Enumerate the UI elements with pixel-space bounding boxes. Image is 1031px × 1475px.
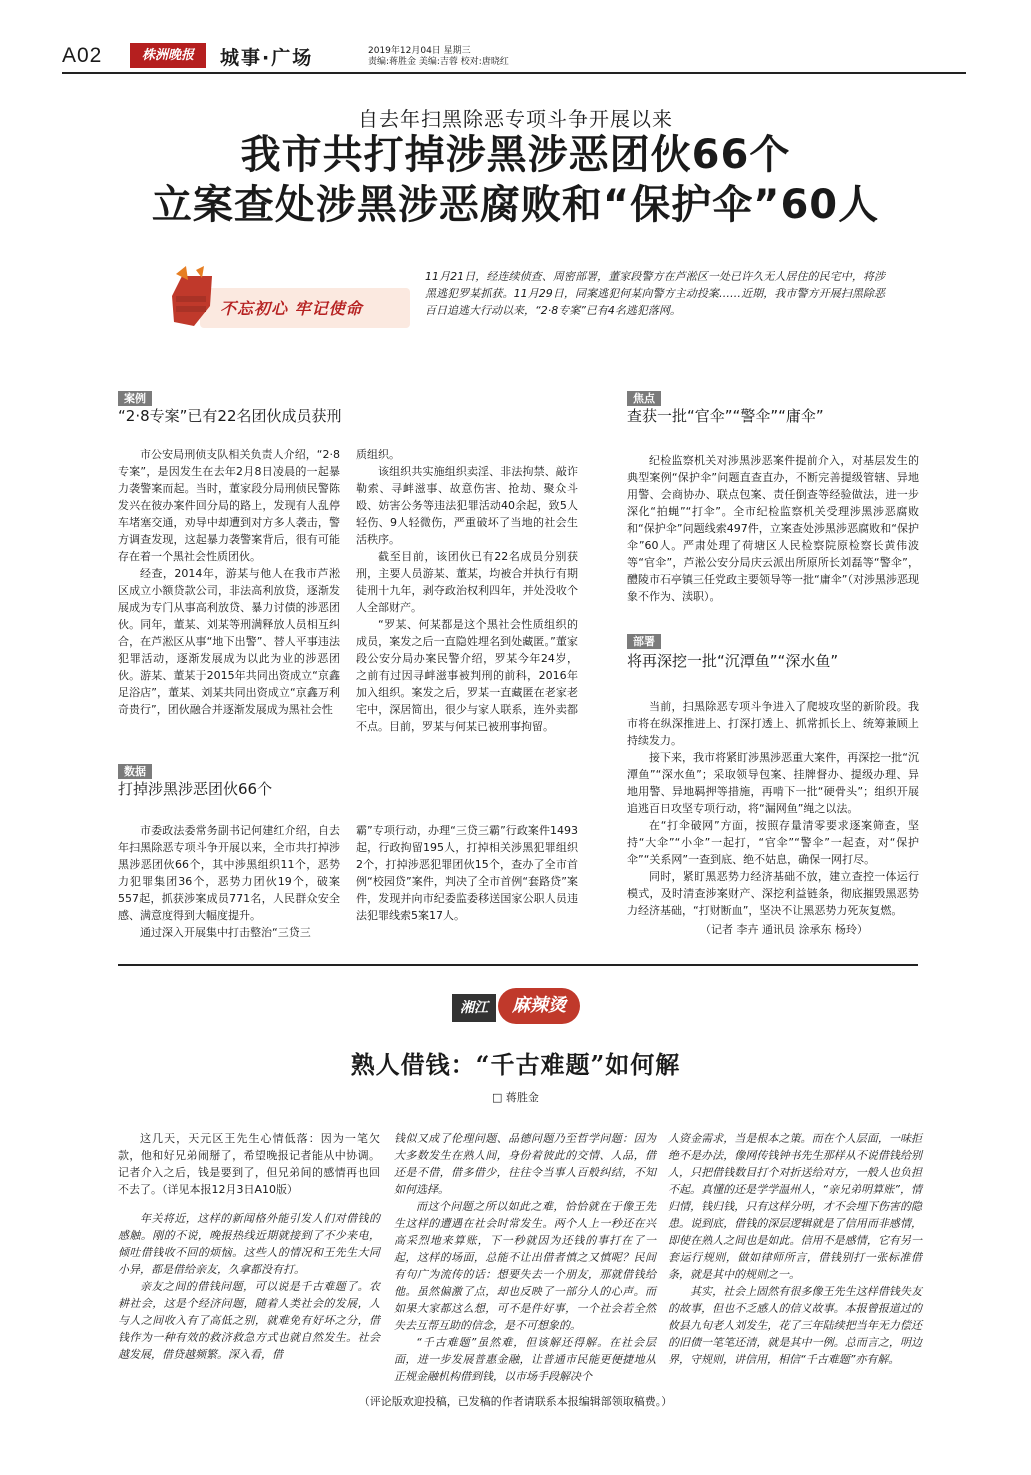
- data-column-1: [118, 822, 340, 941]
- paragraph: 年关将近，这样的新闻格外能引发人们对借钱的感触。刚的不说，晚报热线近期就接到了不少来电，倾吐借钱收不回的烦恼。这些人的情况和王先生大同小异，都是借给亲友，久拿都没有打。: [118, 1212, 380, 1276]
- column-name-2: 麻辣烫: [498, 988, 580, 1024]
- paragraph: 经查，2014年，游某与他人在我市芦淞区成立小额贷款公司，非法高利放贷，逐渐发展成为专门从事高利放贷、暴力讨债的涉恶团伙。同年，董某、刘某等刑满释放人员相互纠合，在芦淞区从事“地下出警”、替人平事违法犯罪活动，逐渐发展成为以此为业的涉恶团伙。游某、董某于2015年共同出资成立“京鑫足浴店”，董某、刘某共同出资成立“京鑫万利奇贵行”，团伙融合并逐渐发展成为黑社会性: [118, 567, 340, 716]
- focus-tag: 焦点: [627, 387, 661, 406]
- paragraph: 接下来，我市将紧盯涉黑涉恶重大案件，再深挖一批“沉潭鱼”“深水鱼”；采取领导包案、挂牌督办、提级办理、异地用警、异地羁押等措施，再啃下一批“硬骨头”；组织开展追逃百日攻坚专项行动，将“漏网鱼”绳之以法。: [627, 751, 919, 815]
- essay-column-1: [118, 1130, 380, 1363]
- page-number: A02: [62, 44, 103, 67]
- paragraph: “罗某、何某都是这个黑社会性质组织的成员，案发之后一直隐姓埋名到处藏匿。”董家段公安分局办案民警介绍，罗某今年24岁，之前有过因寻衅滋事被判刑的前科，2016年加入组织。案发之后，罗某一直藏匿在老家老宅中，深居简出，很少与家人联系，连外卖都不点。目前，罗某与何某已被刑事拘留。: [356, 618, 578, 733]
- paragraph: 这几天，天元区王先生心情低落：因为一笔欠款，他和好兄弟闹掰了，希望晚报记者能从中协调。记者介入之后，钱是要到了，但兄弟间的感情再也回不去了。（详见本报12月3日A10版）: [118, 1132, 380, 1196]
- section-name: 城事·广场: [220, 47, 314, 69]
- paragraph: 截至目前，该团伙已有22名成员分别获刑，主要人员游某、董某，均被合并执行有期徒刑十九年，剥夺政治权利四年，并处没收个人全部财产。: [356, 550, 578, 614]
- case-tag: 案例: [118, 387, 152, 406]
- date-editors: [368, 46, 509, 68]
- case-subhead: “2·8专案”已有22名团伙成员获刑: [118, 407, 342, 425]
- footer-note: （评论版欢迎投稿，已发稿的作者请联系本报编辑部领取稿费。）: [358, 1395, 673, 1408]
- header-rule: [62, 72, 966, 74]
- paragraph: 通过深入开展集中打击整治“三贷三: [140, 926, 311, 939]
- banner-slogan: 不忘初心 牢记使命: [220, 299, 363, 318]
- paragraph: 该组织共实施组织卖淫、非法拘禁、敲诈勒索、寻衅滋事、故意伤害、抢劫、聚众斗殴、妨害公务等违法犯罪活动40余起，致5人轻伤、9人轻微伤，严重破坏了当地的社会生活秩序。: [356, 465, 578, 546]
- section-divider: [118, 964, 918, 966]
- headline: [0, 130, 1031, 230]
- lead-paragraph: 11月21日，经连续侦查、周密部署，董家段警方在芦淞区一处已许久无人居住的民宅中，将涉黑逃犯罗某抓获。11月29日，同案逃犯何某向警方主动投案……近期，我市警方开展扫黑除恶百日追逃大行动以来，“2·8专案”已有4名逃犯落网。: [425, 270, 885, 317]
- paragraph: 霸”专项行动，办理“三贷三霸”行政案件1493起，行政拘留195人，打掉相关涉黑犯罪组织2个，打掉涉恶犯罪团伙15个，查办了全市首例“校园贷”案件，判决了全市首例“套路贷”案件，发现并向市纪委监委移送国家公职人员违法犯罪线索5案17人。: [356, 824, 578, 922]
- paragraph: 当前，扫黑除恶专项斗争进入了爬坡攻坚的新阶段。我市将在纵深推进上、打深打透上、抓常抓长上、统筹兼顾上持续发力。: [627, 700, 919, 747]
- focus-body: [627, 452, 919, 605]
- focus-subhead: 查获一批“官伞”“警伞”“庸伞”: [627, 407, 824, 425]
- paragraph: 市委政法委常务副书记何建红介绍，自去年扫黑除恶专项斗争开展以来，全市共打掉涉黑涉恶团伙66个，其中涉黑组织11个，恶势力犯罪集团36个，恶势力团伙19个，破案557起，抓获涉案成员771名，人民群众安全感、满意度得到大幅度提升。: [118, 824, 340, 922]
- headline-line-2: 立案查处涉黑涉恶腐败和“保护伞”60人: [151, 182, 880, 228]
- paragraph: 钱似又成了伦理问题、品德问题乃至哲学问题：因为大多数发生在熟人间，身份着彼此的交情、人品，借还是不借，借多借少，往往令当事人百般纠结，不知如何选择。: [394, 1132, 656, 1196]
- deploy-subhead: 将再深挖一批“沉潭鱼”“深水鱼”: [627, 652, 839, 670]
- essay-column-2: [394, 1130, 656, 1385]
- essay-title: 熟人借钱：“千古难题”如何解: [350, 1050, 681, 1079]
- deploy-body: [627, 698, 919, 919]
- paragraph: 其实，社会上固然有很多像王先生这样借钱失友的故事，但也不乏感人的信义故事。本报曾报道过的攸县九旬老人刘发生，花了三年陆续把当年无力偿还的旧债一笔笔还清，就是其中一例。总而言之，明边界，守规则，讲信用，相信“千古难题”亦有解。: [668, 1285, 922, 1366]
- kicker-title: 自去年扫黑除恶专项斗争开展以来: [358, 107, 673, 131]
- essay-column-3: [668, 1130, 922, 1368]
- case-column-2: [356, 446, 578, 735]
- issue-date: 2019年12月04日 星期三: [368, 46, 471, 56]
- paragraph: 亲友之间的借钱问题，可以说是千古难题了。农耕社会，这是个经济问题，随着人类社会的发展，人与人之间收入有了高低之别，就难免有好坏之分，借钱作为一种有效的救济救急方式也就自然发生。社会越发展，借贷越频繁。深入看，借: [118, 1280, 380, 1361]
- paragraph: 市公安局刑侦支队相关负责人介绍，“2·8专案”，是因发生在去年2月8日凌晨的一起暴力袭警案而起。当时，董家段分局刑侦民警陈发兴在彼办案件回分局的路上，发现有人乱停车堵塞交通，劝导中却遭到对方多人袭击，警方调查发现，这起暴力袭警案背后，很有可能存在着一个黑社会性质团伙。: [118, 448, 340, 563]
- case-column-1: [118, 446, 340, 718]
- paragraph: 同时，紧盯黑恶势力经济基础不放，建立查控一体运行模式，及时清查涉案财产、深挖利益链条，彻底摧毁黑恶势力经济基础，“打财断血”，坚决不让黑恶势力死灰复燃。: [627, 870, 919, 917]
- paragraph: 人资金需求，当是根本之策。而在个人层面，一味拒绝不是办法，像网传钱钟书先生那样从不说借钱给别人，只把借钱数目打个对折送给对方，一般人也负担不起。真懂的还是学学温州人，“亲兄弟明算账”，情归情，钱归钱，只有这样分明，才不会埋下伤害的隐患。说到底，借钱的深层逻辑就是了信用而非感情，即使在熟人之间也是如此。信用不是感情，它有另一套运行规则，做如律师所言，借钱别打一张标准借条，就是其中的规则之一。: [668, 1132, 922, 1281]
- column-logo: [452, 988, 582, 1026]
- newspaper-logo: 株洲晚报: [130, 43, 206, 68]
- headline-line-1: 我市共打掉涉黑涉恶团伙66个: [240, 132, 791, 178]
- paragraph: “千古难题”虽然难，但该解还得解。在社会层面，进一步发展普惠金融，让普通市民能更便捷地从正规金融机构借到钱，以市场手段解决个: [394, 1336, 656, 1383]
- paragraph: 在“打伞破网”方面，按照存量清零要求逐案筛查，坚持“大伞”“小伞”一起打，“官伞”“警伞”一起查，对“保护伞”“关系网”一查到底、绝不姑息，确保一网打尽。: [627, 819, 919, 866]
- deploy-tag: 部署: [627, 630, 661, 649]
- campaign-banner: [152, 266, 412, 346]
- data-column-2: [356, 822, 578, 924]
- data-subhead: 打掉涉黑涉恶团伙66个: [118, 780, 273, 798]
- column-name-1: 湘江: [452, 994, 496, 1022]
- byline: （记者 李卉 通讯员 涂承东 杨玲）: [700, 923, 868, 936]
- essay-author: □ 蒋胜金: [492, 1091, 539, 1104]
- paragraph: 而这个问题之所以如此之难，恰恰就在于像王先生这样的遭遇在社会时常发生。两个人上一秒还在兴高采烈地来算账，下一秒就因为还钱的事打在了一起，这样的场面，总能不让出借者慎之又慎呢？民间有句广为流传的话：想要失去一个朋友，那就借钱给他。虽然偏激了点，却也反映了一部分人的心声。而如果大家都这么想，可不是件好事，一个社会若全然失去互帮互助的信念，是不可想象的。: [394, 1200, 656, 1332]
- data-tag: 数据: [118, 760, 152, 779]
- paragraph: 质组织。: [356, 448, 400, 461]
- paragraph: 纪检监察机关对涉黑涉恶案件提前介入，对基层发生的典型案例“保护伞”问题直查直办，不断完善提级管辖、异地用警、会商协办、联点包案、责任倒查等经验做法，进一步深化“拍蝇”“打伞”。全市纪检监察机关受理涉黑涉恶腐败和“保护伞”问题线索497件，立案查处涉黑涉恶腐败和“保护伞”60人。严肃处理了荷塘区人民检察院原检察长黄伟波等“官伞”，芦淞公安分局庆云派出所原所长刘磊等“警伞”，醴陵市石亭镇三任党政主要领导等一批“庸伞”（对涉黑涉恶现象不作为、渎职）。: [627, 454, 919, 603]
- editor-credits: 责编:蒋胜金 美编:吉蓉 校对:唐晓红: [368, 57, 509, 67]
